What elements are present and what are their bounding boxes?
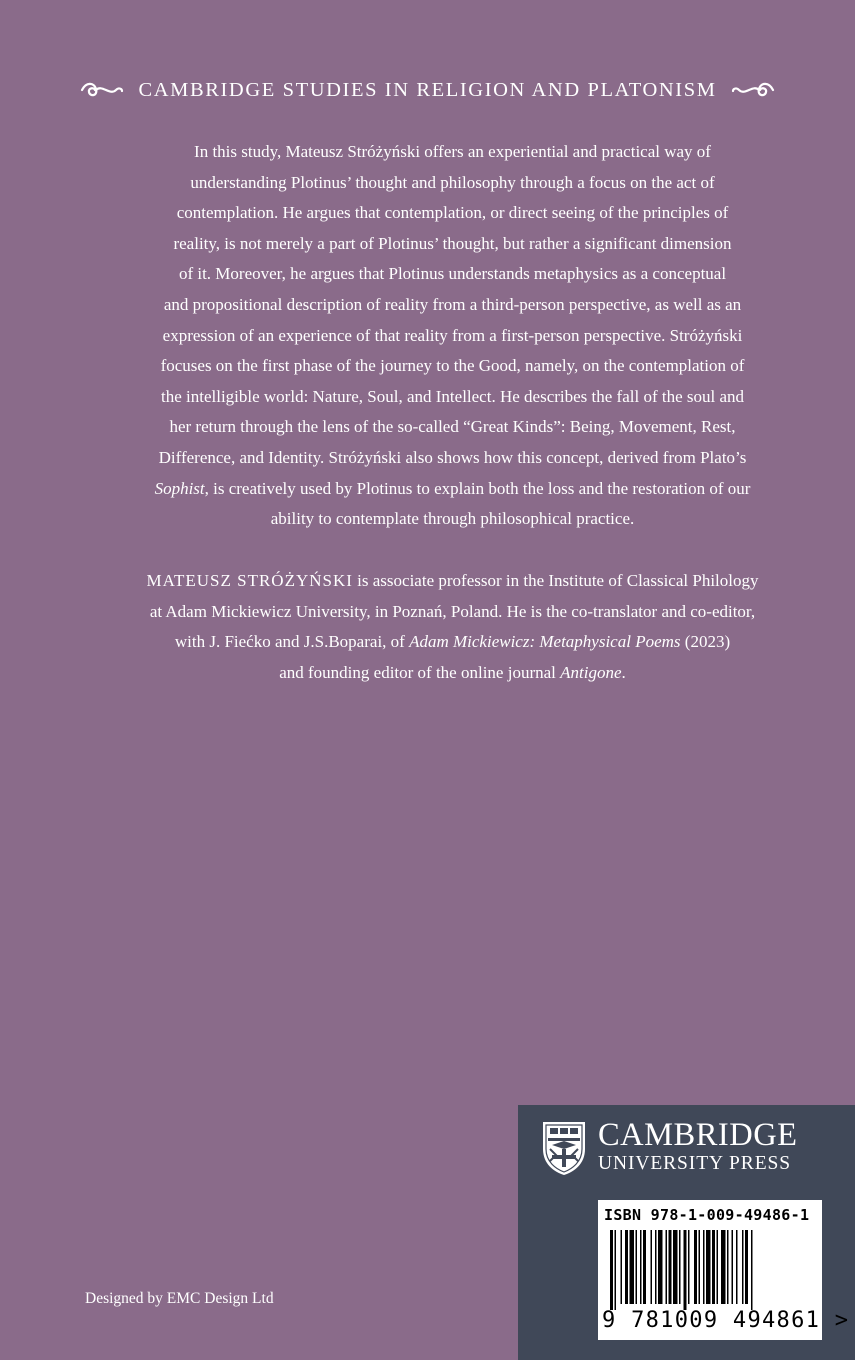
- book-title-reference: Adam Mickiewicz: Metaphysical Poems: [409, 632, 681, 652]
- publisher-subname: UNIVERSITY PRESS: [598, 1153, 791, 1174]
- design-credit: Designed by EMC Design Ltd: [85, 1290, 274, 1307]
- bio-line: MATEUSZ STRÓŻYŃSKI is associate professor in the Institute of Classical Philology: [146, 571, 759, 590]
- bio-line: at Adam Mickiewicz University, in Poznań, Poland. He is the co-translator and co-editor,: [149, 601, 756, 621]
- isbn-barcode: [598, 1200, 850, 1340]
- author-name: MATEUSZ STRÓŻYŃSKI: [146, 571, 353, 590]
- blurb-line: Sophist, is creatively used by Plotinus to explain both the loss and the restoration of our: [154, 478, 751, 498]
- left-flourish-icon: [80, 80, 124, 100]
- series-header: [0, 72, 855, 108]
- right-flourish-icon: [731, 80, 775, 100]
- sophist-title: Sophist: [154, 478, 205, 498]
- publisher-panel: [518, 1105, 855, 1360]
- author-bio: [90, 566, 815, 688]
- cambridge-crest-icon: [540, 1119, 588, 1177]
- blurb-line: understanding Plotinus’ thought and philosophy through a focus on the act of: [190, 172, 715, 192]
- blurb-line: of it. Moreover, he argues that Plotinus understands metaphysics as a conceptual: [178, 264, 727, 284]
- blurb-line: the intelligible world: Nature, Soul, and Intellect. He describes the fall of the soul and: [160, 386, 745, 406]
- series-title: CAMBRIDGE STUDIES IN RELIGION AND PLATONISM: [138, 78, 717, 101]
- blurb-line: Difference, and Identity. Stróżyński also shows how this concept, derived from Plato’s: [158, 447, 747, 467]
- blurb-line: and propositional description of reality from a third-person perspective, as well as an: [163, 294, 742, 314]
- bio-line: with J. Fiećko and J.S.Boparai, of Adam Mickiewicz: Metaphysical Poems (2023): [174, 632, 731, 652]
- barcode-bars: [602, 1230, 818, 1310]
- barcode-digits: 9 781009 494861 >: [602, 1308, 850, 1333]
- blurb-line: In this study, Mateusz Stróżyński offers an experiential and practical way of: [194, 142, 711, 161]
- blurb-line: ability to contemplate through philosophical practice.: [270, 509, 635, 529]
- blurb-line: expression of an experience of that reality from a first-person perspective. Stróżyński: [162, 325, 743, 345]
- isbn-label: ISBN 978-1-009-49486-1: [604, 1206, 810, 1224]
- book-blurb: [96, 137, 809, 535]
- blurb-line: focuses on the first phase of the journey to the Good, namely, on the contemplation of: [160, 356, 745, 376]
- journal-title: Antigone: [560, 662, 622, 682]
- bio-line: and founding editor of the online journal Antigone.: [279, 662, 626, 682]
- blurb-line: her return through the lens of the so-called “Great Kinds”: Being, Movement, Rest,: [169, 417, 736, 437]
- blurb-line: reality, is not merely a part of Plotinus’ thought, but rather a significant dimension: [173, 233, 732, 253]
- publisher-name: CAMBRIDGE: [598, 1117, 798, 1153]
- blurb-line: contemplation. He argues that contemplation, or direct seeing of the principles of: [176, 203, 729, 223]
